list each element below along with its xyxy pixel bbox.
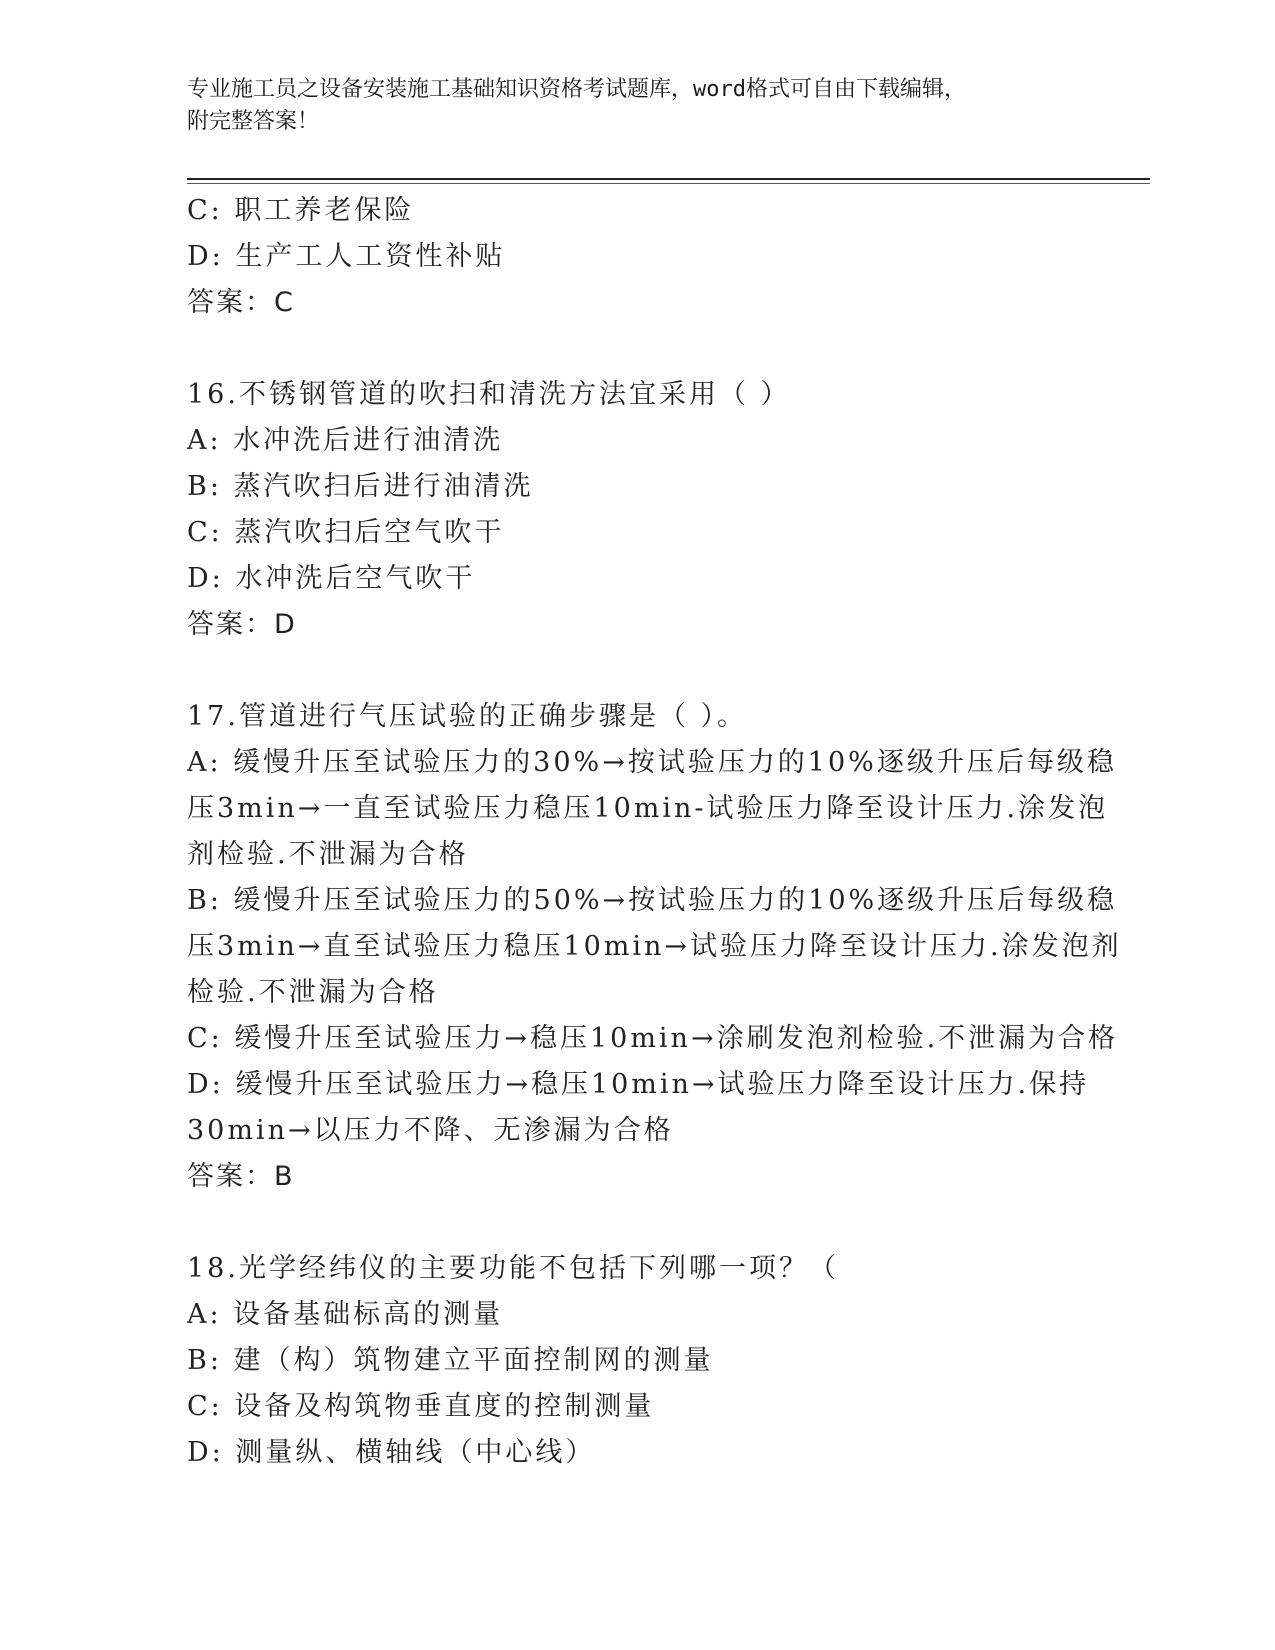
q16-text: 16.不锈钢管道的吹扫和清洗方法宜采用（ ） — [187, 379, 791, 410]
q16-option-c: C: 蒸汽吹扫后空气吹干 — [187, 517, 505, 548]
q17-option-a-line-2: 压3min→一直至试验压力稳压10min-试验压力降至设计压力.涂发泡 — [187, 793, 1109, 824]
question-16 — [187, 372, 1087, 648]
q17-option-d-line-2: 30min→以压力不降、无渗漏为合格 — [187, 1115, 674, 1146]
q17-option-a-line-3: 剂检验.不泄漏为合格 — [187, 839, 469, 870]
q17-option-a-line-1: A: 缓慢升压至试验压力的30%→按试验压力的10%逐级升压后每级稳 — [187, 747, 1117, 778]
q18-text: 18.光学经纬仪的主要功能不包括下列哪一项？（ — [187, 1253, 839, 1284]
q17-option-b-line-2: 压3min→直至试验压力稳压10min→试验压力降至设计压力.涂发泡剂 — [187, 931, 1122, 962]
question-17 — [187, 694, 1122, 1200]
spacer — [187, 648, 1087, 694]
question-content — [187, 188, 1122, 1476]
q16-option-b: B: 蒸汽吹扫后进行油清洗 — [187, 471, 534, 502]
q18-option-b: B: 建（构）筑物建立平面控制网的测量 — [187, 1345, 714, 1376]
question-18 — [187, 1246, 1087, 1476]
question-15-tail — [187, 188, 1087, 326]
q16-option-a: A: 水冲洗后进行油清洗 — [187, 425, 504, 456]
q18-option-d: D: 测量纵、横轴线（中心线） — [187, 1437, 596, 1468]
q17-option-d-line-1: D: 缓慢升压至试验压力→稳压10min→试验压力降至设计压力.保持 — [187, 1069, 1090, 1100]
q16-option-d: D: 水冲洗后空气吹干 — [187, 563, 476, 594]
header-divider-thick — [187, 178, 1150, 180]
q18-option-c: C: 设备及构筑物垂直度的控制测量 — [187, 1391, 655, 1422]
header-line-2: 附完整答案！ — [187, 109, 320, 134]
q17-option-c: C: 缓慢升压至试验压力→稳压10min→涂刷发泡剂检验.不泄漏为合格 — [187, 1023, 1119, 1054]
q17-option-b-line-1: B: 缓慢升压至试验压力的50%→按试验压力的10%逐级升压后每级稳 — [187, 885, 1118, 916]
q15-option-d: D: 生产工人工资性补贴 — [187, 241, 506, 272]
q17-option-b-line-3: 检验.不泄漏为合格 — [187, 977, 439, 1008]
q17-text: 17.管道进行气压试验的正确步骤是（ ）。 — [187, 701, 748, 732]
header-divider-thin — [187, 183, 1150, 184]
q15-answer: 答案：C — [187, 287, 295, 318]
q17-answer: 答案：B — [187, 1161, 295, 1192]
q16-answer: 答案：D — [187, 609, 297, 640]
q15-option-c: C: 职工养老保险 — [187, 195, 415, 226]
header-line-1: 专业施工员之设备安装施工基础知识资格考试题库，word格式可自由下载编辑， — [187, 77, 966, 102]
q18-option-a: A: 设备基础标高的测量 — [187, 1299, 504, 1330]
document-header — [187, 74, 1067, 138]
spacer — [187, 326, 1087, 372]
spacer — [187, 1200, 1087, 1246]
